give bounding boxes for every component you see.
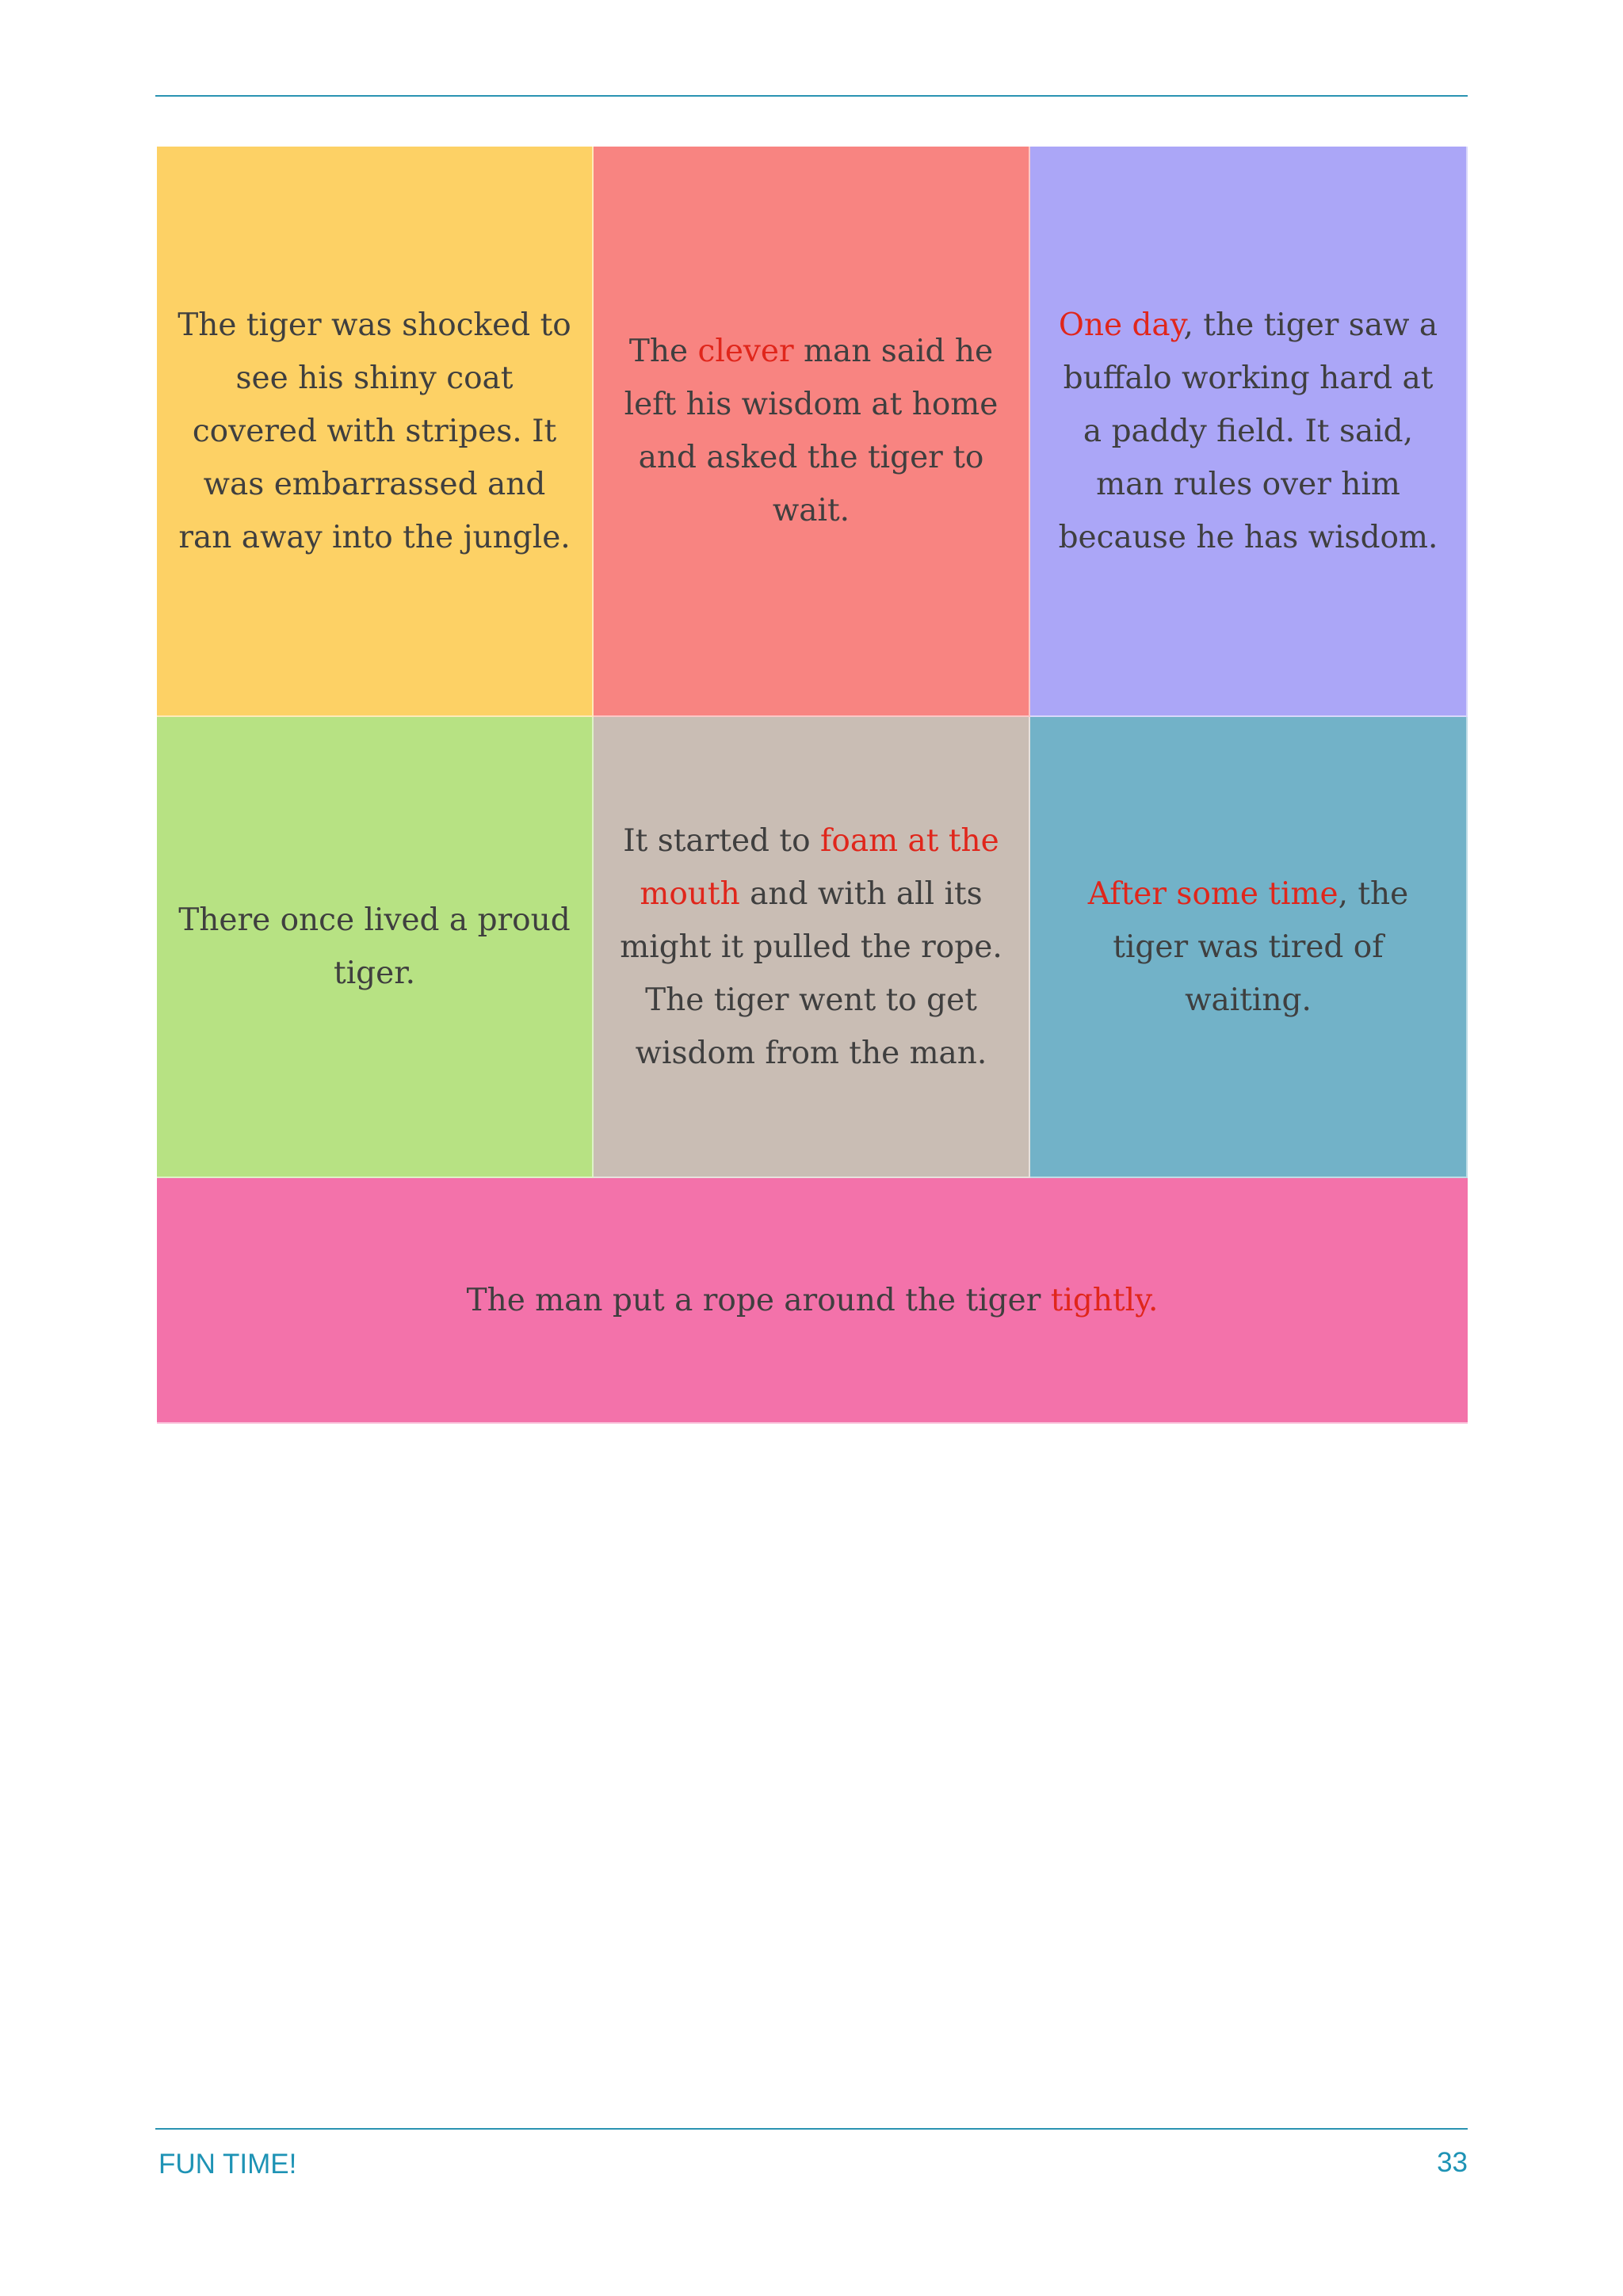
story-card [157,1178,1468,1424]
card-text: The [628,334,698,369]
story-card [157,147,594,717]
card-text: The tiger was shocked to see his shiny coat covered with stripes. It was embarrassed and ran away into the jungle. [178,307,571,555]
story-card [1030,147,1468,717]
header-rule [155,95,1468,97]
card-text: , the tiger saw a buffalo working hard at a paddy field. It said, man rules over him because he has wisdom. [1058,307,1438,555]
card-highlight-text: clever [697,334,794,369]
card-text: The man put a rope around the tiger [466,1282,1051,1318]
card-text: man said he left his wisdom at home and asked the tiger to wait. [624,334,999,528]
story-card [157,717,594,1178]
story-card-grid [157,147,1468,1424]
card-highlight-text: foam at the mouth [640,822,999,912]
page-number: 33 [1437,2147,1468,2178]
story-card [1030,717,1468,1178]
card-text: , the tiger was tired of waiting. [1113,875,1409,1018]
card-text: It started to [623,822,820,859]
story-card [594,147,1030,717]
footer-title: FUN TIME! [158,2149,297,2180]
card-text: and with all its might it pulled the rope. The tiger went to get wisdom from the man. [620,875,1002,1071]
footer-rule [155,2128,1468,2130]
card-highlight-text: tightly. [1050,1282,1159,1318]
card-text: There once lived a proud tiger. [178,902,571,991]
card-highlight-text: One day [1058,307,1184,343]
story-card [594,717,1030,1178]
card-highlight-text: After some time [1087,875,1338,912]
